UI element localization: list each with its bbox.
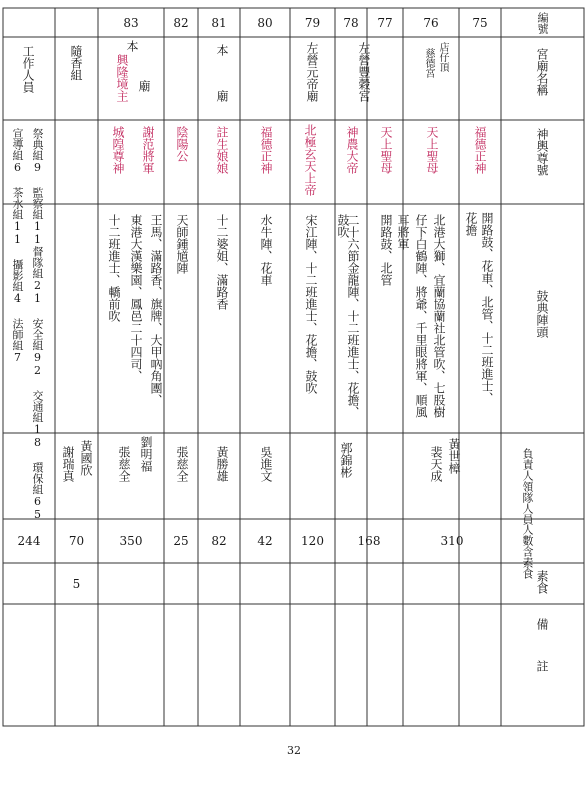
count-78: 168 bbox=[357, 534, 381, 548]
troupe-83-a: 王馬、滿路香、旗牌、大甲吶角團、 bbox=[149, 214, 163, 406]
header-people-count: 人數含素食 bbox=[521, 524, 534, 579]
leader-83-b: 劉明福 bbox=[139, 436, 153, 472]
temple-cide: 慈德宮 bbox=[423, 48, 434, 78]
count-79: 120 bbox=[301, 534, 324, 548]
troupe-75-b: 花擔 bbox=[464, 212, 478, 236]
staff-groups-col1: 祭典組9 監察組11督隊組21 安全組92 交通組18 環保組65 bbox=[31, 128, 44, 521]
header-leader: 負責人領隊人員 bbox=[521, 448, 534, 525]
count-82: 25 bbox=[173, 534, 189, 548]
troupe-79: 宋江陣、十二班進士、花擔、鼓吹 bbox=[304, 214, 318, 394]
deity-tianshang-76: 天上聖母 bbox=[425, 126, 439, 174]
leader-80: 吳進文 bbox=[259, 446, 273, 482]
deity-chenghuang: 城隍尊神 bbox=[111, 126, 125, 174]
temple-staff: 工作人員 bbox=[21, 45, 35, 93]
deity-xiefan: 謝范將軍 bbox=[141, 126, 155, 174]
count-81: 82 bbox=[211, 534, 227, 548]
troupe-78-a: 二十六節金龍陣、十二班進士、花擔、 bbox=[346, 214, 360, 418]
leader-76-a: 黃世樟 bbox=[447, 438, 461, 474]
count-76: 310 bbox=[440, 534, 464, 548]
page-number: 32 bbox=[287, 744, 301, 757]
troupe-83-c: 十二班進士、轎前吹 bbox=[107, 214, 121, 322]
header-vegetarian: 素食 bbox=[535, 570, 549, 594]
leader-83-a: 張慈全 bbox=[117, 446, 131, 482]
number-83: 83 bbox=[123, 16, 139, 30]
staff-groups-col2: 宣導組6 茶水組11 攝影組4 法師組7 bbox=[11, 128, 24, 364]
troupe-78-b: 鼓吹 bbox=[336, 214, 350, 238]
temple-zuoying-fenggu: 左營豐穀宮 bbox=[357, 42, 371, 102]
header-deity: 神輿尊號 bbox=[535, 128, 549, 176]
temple-benmiao-1: 本 bbox=[215, 44, 229, 56]
temple-diantou: 店仔頂 bbox=[437, 42, 448, 72]
leader-78: 郭錦彬 bbox=[339, 442, 353, 478]
count-80: 42 bbox=[257, 534, 273, 548]
count-staff: 244 bbox=[17, 534, 41, 548]
troupe-77: 開路鼓、北管 bbox=[379, 214, 393, 286]
number-80: 80 bbox=[257, 16, 273, 30]
leader-82: 張慈全 bbox=[175, 446, 189, 482]
header-number: 編號 bbox=[536, 12, 549, 34]
header-troupe: 鼓典陣頭 bbox=[535, 290, 549, 338]
deity-tianshang-77: 天上聖母 bbox=[379, 126, 393, 174]
temple-incense: 隨香組 bbox=[69, 45, 83, 81]
vegetarian-incense: 5 bbox=[72, 577, 81, 591]
troupe-80: 水牛陣、花車 bbox=[259, 214, 273, 286]
number-81: 81 bbox=[211, 16, 227, 30]
deity-fude-75: 福德正神 bbox=[473, 126, 487, 174]
number-79: 79 bbox=[304, 16, 321, 30]
temple-zuoying-yuandi: 左營元帝廟 bbox=[305, 42, 319, 102]
deity-zhusheng: 註生娘娘 bbox=[215, 126, 229, 174]
leader-76-b: 裴天成 bbox=[429, 446, 443, 482]
number-78: 78 bbox=[343, 16, 359, 30]
number-77: 77 bbox=[377, 16, 393, 30]
leader-incense-2: 謝瑞真 bbox=[61, 446, 75, 482]
troupe-75-a: 開路鼓、花車、北管、十二班進士、 bbox=[480, 212, 494, 404]
leader-incense-1: 黃國欣 bbox=[79, 440, 93, 476]
leader-81: 黃勝雄 bbox=[215, 446, 229, 482]
deity-fude-80: 福德正神 bbox=[259, 126, 273, 174]
count-83: 350 bbox=[119, 534, 143, 548]
header-temple-name: 宮廟名稱 bbox=[535, 48, 549, 96]
troupe-76-a: 北港大獅、宜蘭協蘭社北管吹、七股樹 bbox=[432, 214, 446, 418]
temple-benmiao-2: 廟 bbox=[215, 90, 229, 102]
troupe-76-c: 耳將軍 bbox=[396, 214, 410, 250]
header-remarks: 備註 bbox=[535, 618, 549, 702]
troupe-82: 天師鍾馗陣 bbox=[175, 214, 189, 274]
troupe-83-b: 東港大漢樂園、鳳邑二十四司、 bbox=[129, 214, 143, 382]
temple-xinglong-1: 本 bbox=[125, 40, 139, 52]
temple-xinglong-2: 興隆境主 bbox=[115, 54, 129, 102]
number-82: 82 bbox=[173, 16, 189, 30]
count-incense: 70 bbox=[68, 534, 85, 548]
temple-xinglong-3: 廟 bbox=[137, 80, 151, 92]
deity-xuantian: 北極玄天上帝 bbox=[303, 124, 317, 196]
number-75: 75 bbox=[472, 16, 488, 30]
deity-shennong: 神農大帝 bbox=[345, 126, 359, 174]
number-76: 76 bbox=[423, 16, 439, 30]
troupe-76-b: 仔下白鶴陣、將爺、千里眼將軍、順風 bbox=[414, 214, 428, 418]
troupe-81: 十二婆姐、滿路香 bbox=[215, 214, 229, 310]
deity-yinyang: 陰陽公 bbox=[175, 126, 189, 162]
